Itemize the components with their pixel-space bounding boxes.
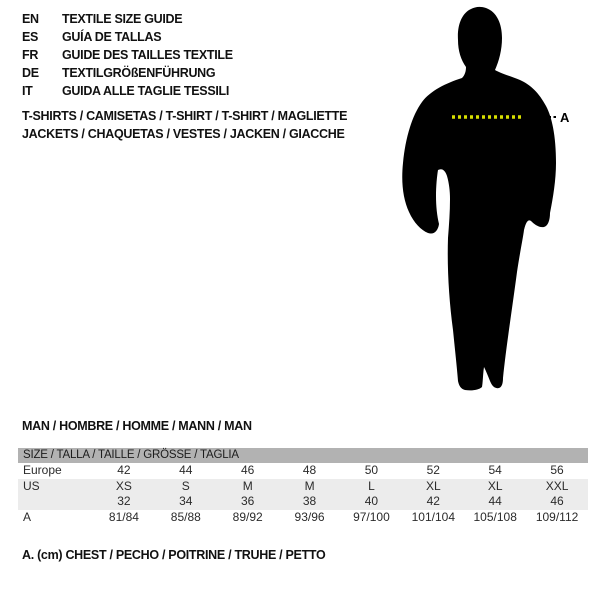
row-label: A — [23, 509, 32, 524]
language-row — [22, 10, 233, 28]
category-tshirts: T-SHIRTS / CAMISETAS / T-SHIRT / T-SHIRT / MAGLIETTE — [22, 109, 348, 123]
size-cell: 38 — [302, 494, 317, 508]
size-cell: XL — [425, 478, 441, 493]
size-table-header: SIZE / TALLA / TAILLE / GRÖSSE / TAGLIA — [18, 448, 588, 463]
size-cell: 42 — [426, 494, 440, 508]
language-row — [22, 82, 233, 100]
language-row — [22, 64, 233, 82]
size-cell: 42 — [117, 463, 131, 477]
size-cell: 52 — [426, 463, 440, 477]
table-row-europe — [18, 463, 588, 479]
category-list — [22, 107, 347, 143]
size-cell: 40 — [364, 494, 379, 508]
language-label: GUIDE DES TAILLES TEXTILE — [62, 48, 233, 62]
size-cell: 101/104 — [411, 509, 455, 524]
language-code: FR — [22, 48, 39, 62]
size-cell: 50 — [364, 463, 379, 477]
size-cell: 85/88 — [170, 509, 201, 524]
man-silhouette-svg — [395, 0, 580, 400]
measurement-footnote: A. (cm) CHEST / PECHO / POITRINE / TRUHE / PETTO — [22, 548, 326, 562]
size-cell: 46 — [241, 463, 255, 477]
category-jackets: JACKETS / CHAQUETAS / VESTES / JACKEN / GIACCHE — [22, 127, 345, 141]
language-label: TEXTILE SIZE GUIDE — [62, 12, 183, 26]
size-cell: 54 — [488, 463, 502, 477]
language-label: GUIDA ALLE TAGLIE TESSILI — [62, 84, 230, 98]
language-code: IT — [22, 84, 33, 98]
size-cell: M — [304, 478, 315, 493]
table-row-us — [18, 479, 588, 495]
size-table — [18, 448, 588, 525]
gender-heading: MAN / HOMBRE / HOMME / MANN / MAN — [22, 419, 252, 433]
size-cell: 32 — [117, 494, 131, 508]
measure-label-a: A — [560, 110, 570, 125]
size-cell: 48 — [302, 463, 317, 477]
row-label — [18, 494, 93, 510]
size-cell: 97/100 — [353, 509, 390, 524]
language-label: GUÍA DE TALLAS — [62, 30, 162, 44]
size-cell: 34 — [179, 494, 193, 508]
size-cell: S — [181, 478, 190, 493]
size-cell: XXL — [545, 478, 569, 493]
size-cell: 46 — [550, 494, 564, 508]
size-cell: 44 — [179, 463, 193, 477]
size-cell: XS — [115, 478, 132, 493]
size-cell: 93/96 — [294, 509, 325, 524]
language-code: EN — [22, 12, 39, 26]
size-cell: 89/92 — [232, 509, 263, 524]
size-cell: 81/84 — [108, 509, 139, 524]
size-cell: 36 — [241, 494, 255, 508]
table-row-uk — [18, 494, 588, 510]
language-list — [22, 10, 233, 100]
size-cell: 56 — [550, 463, 564, 477]
language-label: TEXTILGRÖßENFÜHRUNG — [62, 66, 216, 80]
size-figure — [395, 0, 580, 400]
size-cell: L — [368, 478, 375, 493]
language-row — [22, 28, 233, 46]
row-label: Europe — [23, 463, 62, 477]
size-cell: XL — [487, 478, 503, 493]
language-code: DE — [22, 66, 39, 80]
size-cell: 44 — [488, 494, 502, 508]
size-cell: 105/108 — [473, 509, 517, 524]
size-cell: M — [242, 478, 253, 493]
language-row — [22, 46, 233, 64]
table-row-chest — [18, 510, 588, 526]
size-cell: 109/112 — [535, 509, 579, 524]
language-code: ES — [22, 30, 39, 44]
man-silhouette — [402, 7, 556, 390]
row-label: US — [23, 478, 40, 493]
